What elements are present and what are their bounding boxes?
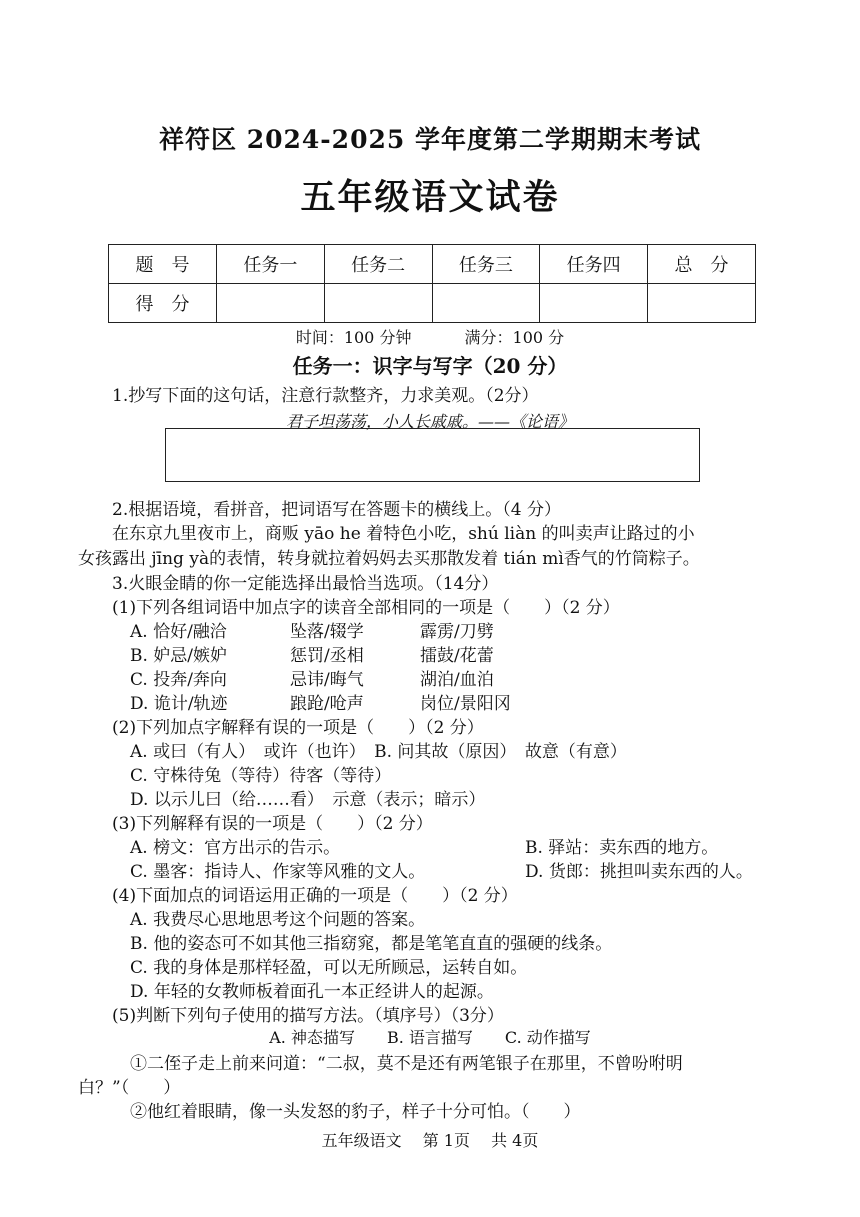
score-input-cell[interactable]: [217, 284, 325, 323]
q3-3-option-d: D. 货郎：挑担叫卖东西的人。: [525, 862, 753, 882]
q3-2-option-d: D. 以示儿曰（给……看） 示意（表示；暗示）: [130, 790, 486, 810]
q3-2-option-c: C. 守株待兔（等待）待客（等待）: [130, 766, 392, 786]
q3-2-stem: (2)下列加点字解释有误的一项是（ ）（2 分）: [112, 718, 484, 738]
score-input-cell[interactable]: [648, 284, 756, 323]
score-cell-task3: 任务三: [432, 245, 540, 284]
q3-1-option-b3: 擂鼓/花蕾: [420, 646, 494, 666]
q3-1-option-a: A. 恰好/融洽: [130, 622, 227, 642]
q3-3-option-c: C. 墨客：指诗人、作家等风雅的文人。: [130, 862, 426, 882]
q3-1-option-a2: 坠落/辍学: [290, 622, 364, 642]
score-table-score-row: [109, 284, 756, 323]
q2-passage-line2: 女孩露出 jīng yà的表情，转身就拉着妈妈去买那散发着 tián mì香气的竹筒粽子。: [78, 549, 700, 569]
paper-title: 五年级语文试卷: [300, 177, 560, 218]
task1-title: 任务一：识字与写字（20 分）: [292, 354, 568, 378]
q3-4-option-b: B. 他的姿态可不如其他三指窈窕，都是笔笔直直的强硬的线条。: [130, 934, 613, 954]
q3-3-option-b: B. 驿站：卖东西的地方。: [525, 838, 719, 858]
footer-total: 共 4页: [491, 1131, 539, 1150]
page-footer: [0, 1128, 860, 1151]
exam-time: 时间：100 分钟: [295, 328, 412, 347]
q3-5-options: A. 神态描写 B. 语言描写 C. 动作描写: [269, 1028, 591, 1047]
score-cell-total: 总 分: [648, 245, 756, 284]
score-input-cell[interactable]: [540, 284, 648, 323]
score-row-label: 得 分: [109, 284, 217, 323]
q3-3-option-a: A. 榜文：官方出示的告示。: [130, 838, 341, 858]
q3-1-option-a3: 霹雳/刀劈: [420, 622, 494, 642]
score-input-cell[interactable]: [432, 284, 540, 323]
q3-4-option-d: D. 年轻的女教师板着面孔一本正经讲人的起源。: [130, 982, 494, 1002]
q3-1-stem: (1)下列各组词语中加点字的读音全部相同的一项是（ ）（2 分）: [112, 598, 620, 618]
q3-4-option-a: A. 我费尽心思地思考这个问题的答案。: [130, 910, 426, 930]
q2-stem: 2.根据语境，看拼音，把词语写在答题卡的横线上。（4 分）: [112, 500, 561, 520]
score-table-header-row: [109, 245, 756, 284]
q3-5-item1-line1: ①二侄子走上前来问道：“二叔，莫不是还有两笔银子在那里，不曾吩咐明: [130, 1054, 683, 1074]
q2-passage-line1: 在东京九里夜市上，商贩 yāo he 着特色小吃，shú liàn 的叫卖声让路过的小: [112, 524, 695, 544]
footer-page: 第 1页: [422, 1131, 470, 1150]
exam-title: 祥符区 2024-2025 学年度第二学期期末考试: [159, 125, 701, 154]
q3-1-option-c2: 忌讳/晦气: [290, 670, 364, 690]
q3-stem: 3.火眼金睛的你一定能选择出最恰当选项。（14分）: [112, 574, 499, 594]
q3-1-option-d2: 踉跄/呛声: [290, 694, 364, 714]
exam-meta: [0, 325, 860, 348]
q3-1-option-c3: 湖泊/血泊: [420, 670, 494, 690]
q3-1-option-b: B. 妒忌/嫉妒: [130, 646, 228, 666]
score-table: [108, 244, 756, 323]
q3-1-option-c: C. 投奔/奔向: [130, 670, 227, 690]
q1-quote: 君子坦荡荡，小人长戚戚。——《论语》: [285, 412, 574, 431]
score-cell-label: 题 号: [109, 245, 217, 284]
q3-4-stem: (4)下面加点的词语运用正确的一项是（ ）（2 分）: [112, 886, 518, 906]
score-input-cell[interactable]: [324, 284, 432, 323]
q1-answer-box[interactable]: [165, 428, 700, 482]
score-cell-task4: 任务四: [540, 245, 648, 284]
q3-4-option-c: C. 我的身体是那样轻盈，可以无所顾忌，运转自如。: [130, 958, 528, 978]
q3-1-option-d: D. 诡计/轨迹: [130, 694, 228, 714]
q3-1-option-b2: 惩罚/丞相: [290, 646, 364, 666]
q3-5-stem: (5)判断下列句子使用的描写方法。（填序号）（3分）: [112, 1006, 504, 1026]
q3-5-item2: ②他红着眼睛，像一头发怒的豹子，样子十分可怕。（ ）: [130, 1102, 581, 1122]
q1-stem: 1.抄写下面的这句话，注意行款整齐，力求美观。（2分）: [112, 386, 539, 406]
exam-full-score: 满分：100 分: [464, 328, 565, 347]
q3-3-stem: (3)下列解释有误的一项是（ ）（2 分）: [112, 814, 433, 834]
footer-subject: 五年级语文: [321, 1131, 402, 1150]
score-cell-task1: 任务一: [217, 245, 325, 284]
q3-1-option-d3: 岗位/景阳冈: [420, 694, 511, 714]
q3-5-item1-line2: 白？”（ ）: [78, 1078, 181, 1098]
q3-2-option-ab: A. 或曰（有人） 或许（也许） B. 问其故（原因） 故意（有意）: [130, 742, 627, 762]
score-cell-task2: 任务二: [324, 245, 432, 284]
